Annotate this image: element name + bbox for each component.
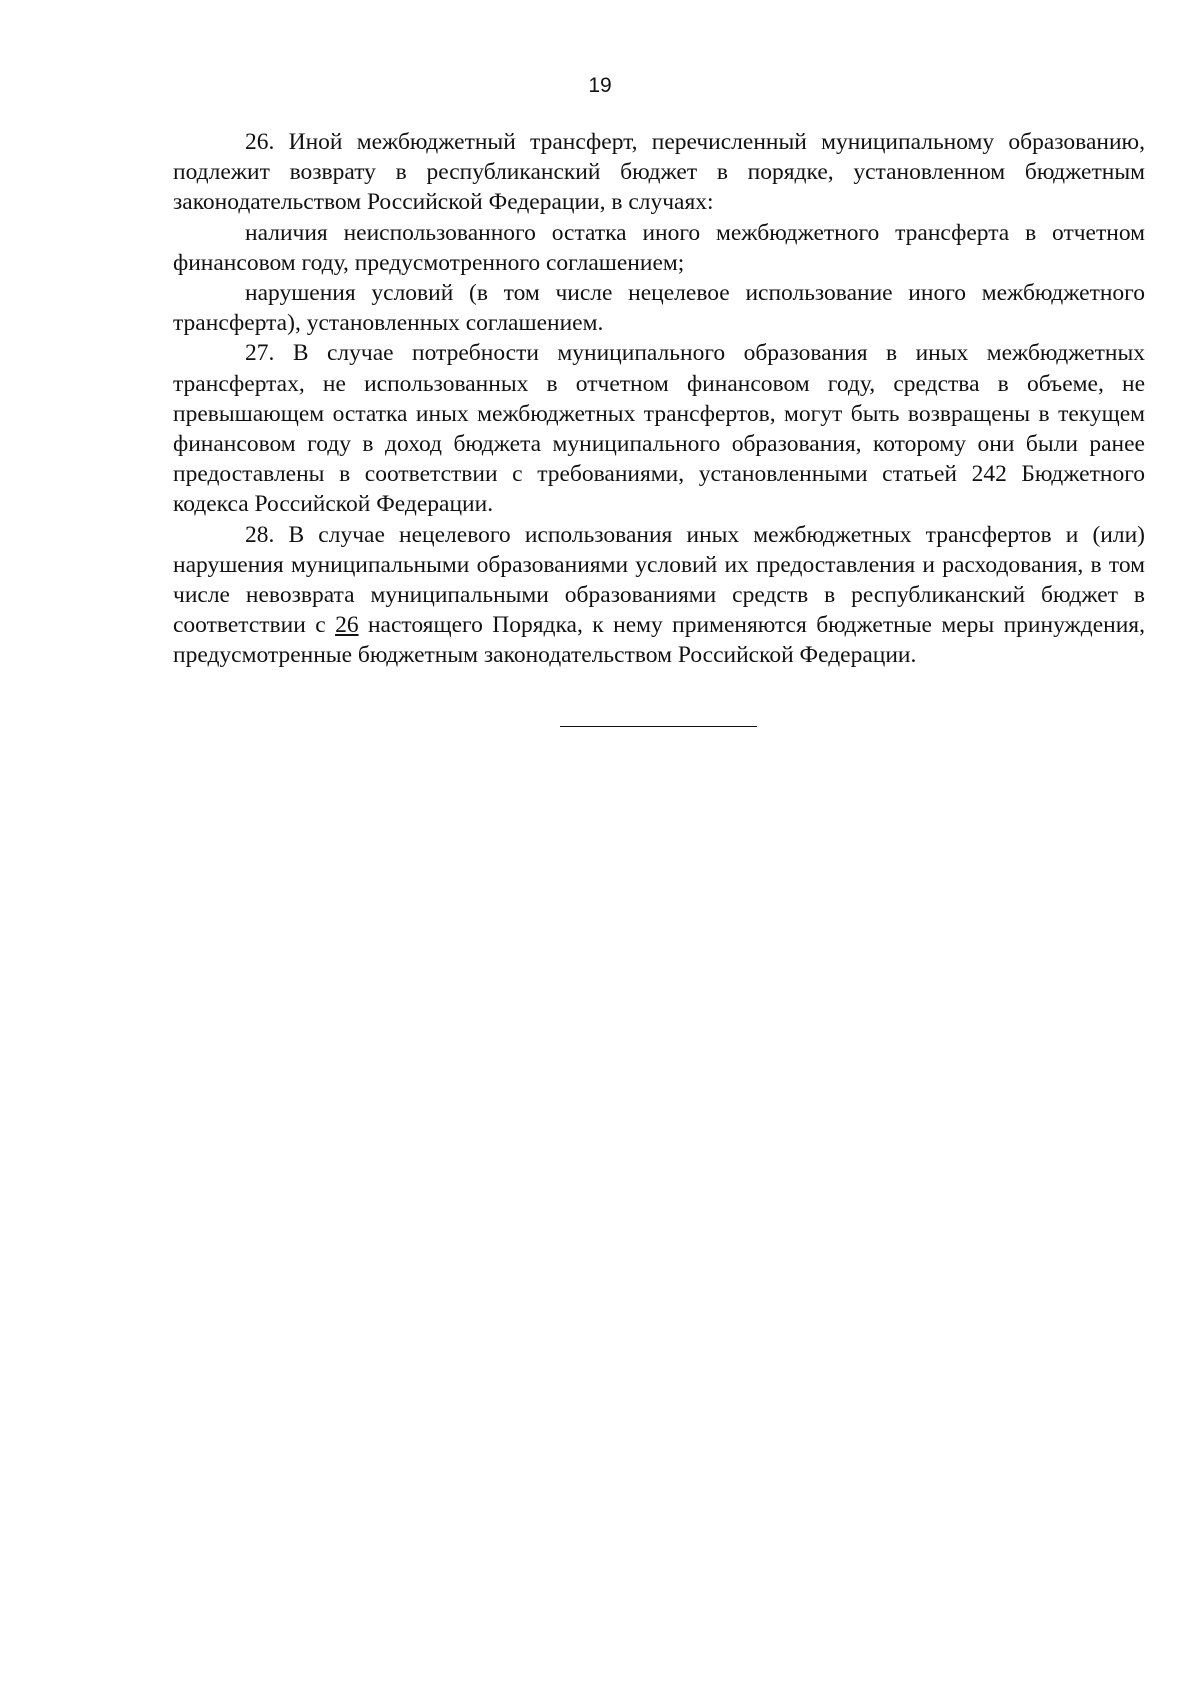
paragraph-28-text-end: настоящего Порядка, к нему применяются бюджетные меры принуждения, предусмотренные бюджетным законодательством Российской Федерации. [173, 612, 1145, 669]
paragraph-26-case-unused-balance: наличия неиспользованного остатка иного межбюджетного трансферта в отчетном финансовом году, предусмотренного соглашением; [173, 219, 1145, 276]
paragraph-27: 27. В случае потребности муниципального образования в иных межбюджетных трансфертах, не использованных в отчетном финансовом году, средства в объеме, не превышающем остатка иных межбюджетных трансфертов, могут быть возвращены в текущем финансовом году в доход бюджета муниципального образования, которому они были ранее предоставлены в соответствии с требованиями, установленными статьей 242 Бюджетного кодекса Российской Федерации. [173, 340, 1145, 518]
page-number: 19 [588, 74, 612, 97]
paragraph-28-text-start: 28. В случае нецелевого использования иных межбюджетных трансфертов и (или) нарушения муниципальными образованиями условий их предоставления и расходования, в том числе невозврата муниципальными образованиями средств в республиканский бюджет в соответствии с [173, 521, 1145, 639]
end-of-document-rule [560, 726, 757, 727]
paragraph-28 [173, 520, 1145, 671]
paragraph-26-case-violation: нарушения условий (в том числе нецелевое использование иного межбюджетного трансферта), установленных соглашением. [173, 280, 1145, 337]
document-body [173, 127, 1145, 671]
paragraph-26-reference-link[interactable]: 26 [335, 612, 359, 639]
paragraph-26: 26. Иной межбюджетный трансферт, перечисленный муниципальному образованию, подлежит возврату в республиканский бюджет в порядке, установленном бюджетным законодательством Российской Федерации, в случаях: [173, 129, 1145, 216]
